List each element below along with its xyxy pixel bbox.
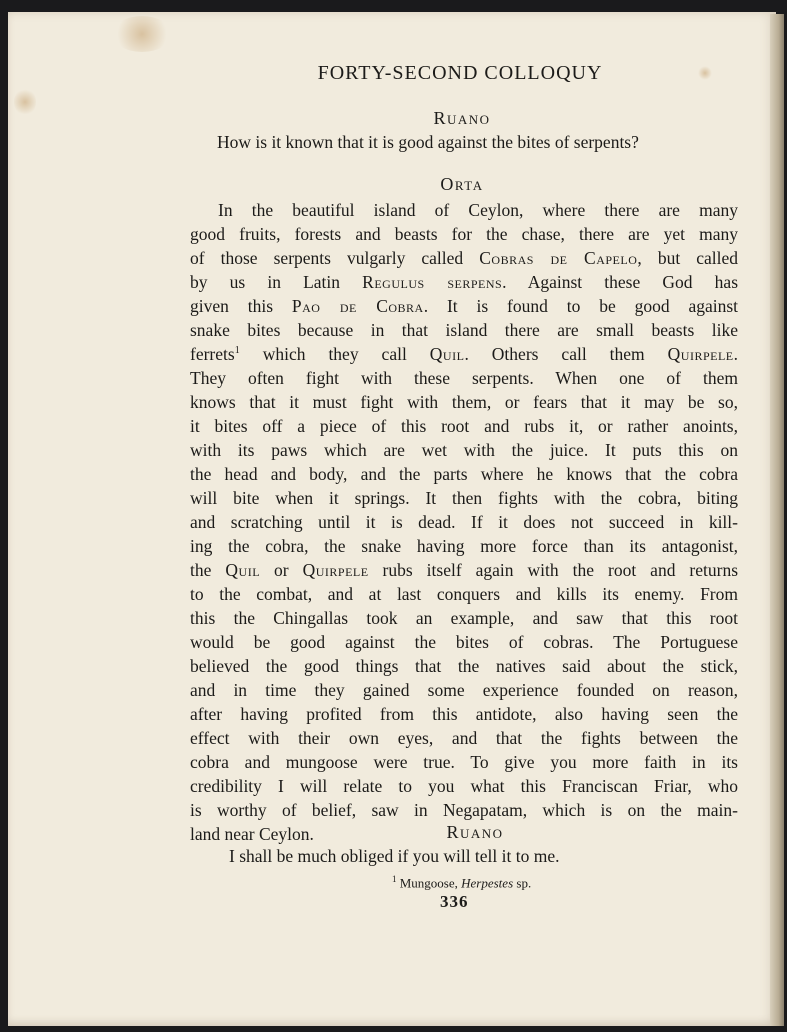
text-line: this the Chingallas took an example, and saw that this root bbox=[190, 608, 738, 628]
footnote-marker: 1 bbox=[234, 345, 240, 357]
text-line: and in time they gained some experience founded on reason, bbox=[190, 680, 738, 700]
text-line: by us in Latin Regulus serpens. Against these God has bbox=[190, 272, 738, 292]
text-line: of those serpents vulgarly called Cobras de Capelo, but called bbox=[190, 248, 739, 268]
text-line: In the beautiful island of Ceylon, where there are many bbox=[218, 200, 738, 220]
text-line: land near Ceylon. bbox=[190, 824, 314, 844]
speaker-name: Ruano bbox=[446, 822, 504, 842]
text-line: ing the cobra, the snake having more force than its antagonist, bbox=[190, 536, 738, 556]
page-number: 336 bbox=[440, 892, 469, 911]
chapter-heading: FORTY-SECOND COLLOQUY bbox=[317, 62, 603, 84]
speaker-name: Ruano bbox=[433, 108, 491, 128]
text-line: the Quil or Quirpele rubs itself again with the root and returns bbox=[190, 560, 739, 580]
answer-text: I shall be much obliged if you will tell it to me. bbox=[229, 846, 560, 866]
text-line: They often fight with these serpents. When one of them bbox=[190, 368, 738, 388]
text-line: ferrets$^1$ which they call Quil. Others call them Quirpele. bbox=[190, 344, 738, 364]
text-line: snake bites because in that island there are small beasts like bbox=[190, 320, 738, 340]
text-line: to the combat, and at last conquers and kills its enemy. From bbox=[190, 584, 738, 604]
text-line: it bites off a piece of this root and rubs it, or rather anoints, bbox=[190, 416, 738, 436]
text-line: credibility I will relate to you what this Franciscan Friar, who bbox=[190, 776, 738, 796]
text-line: good fruits, forests and beasts for the chase, there are yet many bbox=[190, 224, 738, 244]
footnote-marker: 1 bbox=[392, 874, 397, 884]
text-line: the head and body, and the parts where he knows that the cobra bbox=[190, 464, 738, 484]
text-line: given this Pao de Cobra. It is found to be good against bbox=[190, 296, 739, 316]
text-line: will bite when it springs. It then fights with the cobra, biting bbox=[190, 488, 738, 508]
text-line: is worthy of belief, saw in Negapatam, which is on the main- bbox=[190, 800, 738, 820]
text-line: cobra and mungoose were true. To give you more faith in its bbox=[190, 752, 738, 772]
text-line: believed the good things that the natives said about the stick, bbox=[190, 656, 738, 676]
text-line: after having profited from this antidote, also having seen the bbox=[190, 704, 738, 724]
text-line: would be good against the bites of cobras. The Portuguese bbox=[190, 632, 738, 652]
text-line: effect with their own eyes, and that the fights between the bbox=[190, 728, 738, 748]
speaker-name: Orta bbox=[440, 174, 484, 194]
question-text: How is it known that it is good against the bites of serpents? bbox=[217, 132, 639, 152]
footnote: $^1$ Mungoose, Herpestes sp. bbox=[392, 874, 532, 891]
text-line: with its paws which are wet with the juice. It puts this on bbox=[190, 440, 738, 460]
text-line: and scratching until it is dead. If it does not succeed in kill- bbox=[190, 512, 738, 532]
text-line: knows that it must fight with them, or fears that it may be so, bbox=[190, 392, 738, 412]
